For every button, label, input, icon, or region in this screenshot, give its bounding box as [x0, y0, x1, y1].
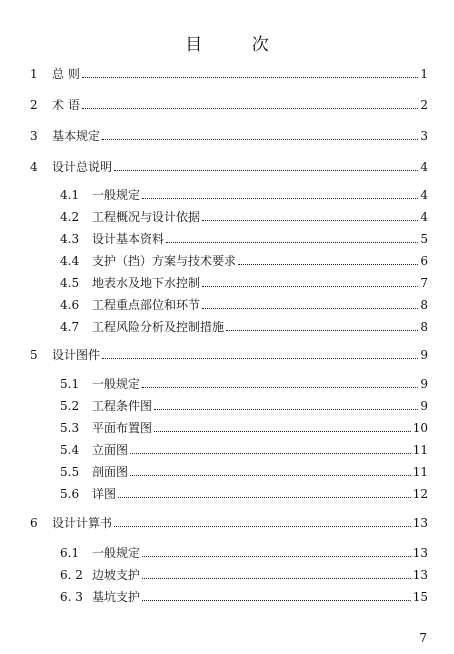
dot-leader — [202, 308, 418, 309]
toc-entry — [60, 398, 428, 414]
toc-title: 目 次 — [185, 35, 291, 55]
toc-entry-number: 1 — [30, 67, 38, 81]
dot-leader — [142, 600, 411, 601]
toc-entry-number: 5.6 — [60, 487, 80, 501]
toc-entry-title: 工程重点部位和环节 — [92, 298, 201, 312]
toc-entry-title: 地表水及地下水控制 — [92, 276, 201, 290]
dot-leader — [130, 453, 411, 454]
toc-entry — [60, 253, 428, 269]
toc-entry — [60, 297, 428, 313]
toc-entry-number: 5.3 — [60, 421, 80, 435]
toc-entry — [30, 159, 428, 175]
toc-entry-page: 7 — [420, 276, 428, 290]
toc-entry — [60, 545, 428, 561]
toc-entry-number: 5.1 — [60, 377, 80, 391]
toc-entry-number: 3 — [30, 129, 38, 143]
toc-entry-page: 3 — [420, 129, 428, 143]
toc-entry-title: 工程概况与设计依据 — [92, 210, 201, 224]
toc-entry-title: 平面布置图 — [92, 421, 153, 435]
toc-entry-title: 一般规定 — [92, 377, 141, 391]
toc-entry-number: 5.2 — [60, 399, 80, 413]
toc-entry — [60, 589, 428, 605]
toc-entry-page: 12 — [412, 487, 428, 501]
toc-entry-title: 工程风险分析及控制措施 — [92, 320, 225, 334]
toc-entry-number: 6. 2 — [60, 568, 83, 582]
toc-entry-number: 4.2 — [60, 210, 80, 224]
dot-leader — [142, 387, 418, 388]
toc-entry-page: 10 — [412, 421, 428, 435]
toc-entry-page: 6 — [420, 254, 428, 268]
toc-entry-number: 5.5 — [60, 465, 80, 479]
toc-entry-number: 4.4 — [60, 254, 80, 268]
toc-entry — [60, 567, 428, 583]
dot-leader — [142, 556, 411, 557]
toc-entry-page: 2 — [420, 98, 428, 112]
toc-entry-page: 4 — [420, 188, 428, 202]
toc-entry-title: 边坡支护 — [92, 568, 141, 582]
toc-entry-number: 4.5 — [60, 276, 80, 290]
dot-leader — [154, 431, 411, 432]
toc-entry-page: 11 — [412, 465, 428, 479]
toc-entry-number: 5.4 — [60, 443, 80, 457]
toc-entry-page: 11 — [412, 443, 428, 457]
dot-leader — [154, 409, 418, 410]
toc-entry-page: 5 — [420, 232, 428, 246]
toc-entry-page: 9 — [420, 377, 428, 391]
toc-entry-title: 设计计算书 — [52, 516, 113, 530]
toc-entry — [30, 97, 428, 113]
toc-entry-title: 支护（挡）方案与技术要求 — [92, 254, 237, 268]
dot-leader — [118, 497, 411, 498]
dot-leader — [114, 170, 418, 171]
toc-entry — [30, 66, 428, 82]
toc-entry-number: 4 — [30, 160, 38, 174]
toc-entry-page: 4 — [420, 210, 428, 224]
toc-entry-number: 5 — [30, 348, 38, 362]
dot-leader — [102, 139, 418, 140]
toc-entry-page: 8 — [420, 320, 428, 334]
dot-leader — [202, 220, 418, 221]
toc-entry-number: 6 — [30, 516, 38, 530]
toc-entry-title: 设计图件 — [52, 348, 101, 362]
toc-entry-title: 剖面图 — [92, 465, 129, 479]
toc-entry — [60, 420, 428, 436]
toc-entry-title: 详图 — [92, 487, 117, 501]
toc-entry — [30, 515, 428, 531]
toc-entry-page: 9 — [420, 348, 428, 362]
toc-entry-number: 4.6 — [60, 298, 80, 312]
toc-entry-number: 4.3 — [60, 232, 80, 246]
dot-leader — [142, 198, 418, 199]
toc-entry-number: 4.1 — [60, 188, 80, 202]
dot-leader — [166, 242, 418, 243]
dot-leader — [202, 286, 418, 287]
dot-leader — [82, 77, 419, 78]
dot-leader — [130, 475, 411, 476]
toc-entry-title: 工程条件图 — [92, 399, 153, 413]
toc-entry-title: 设计基本资料 — [92, 232, 165, 246]
toc-entry-title: 基本规定 — [52, 129, 101, 143]
toc-entry — [30, 347, 428, 363]
toc-entry — [60, 464, 428, 480]
toc-entry-number: 4.7 — [60, 320, 80, 334]
toc-entry-page: 13 — [412, 546, 428, 560]
toc-entry-page: 15 — [412, 590, 428, 604]
page-number: 7 — [419, 631, 427, 645]
toc-entry — [60, 486, 428, 502]
dot-leader — [102, 358, 418, 359]
dot-leader — [114, 526, 411, 527]
toc-entry-title: 一般规定 — [92, 188, 141, 202]
toc-entry-page: 13 — [412, 568, 428, 582]
toc-entry — [60, 209, 428, 225]
toc-entry-page: 9 — [420, 399, 428, 413]
toc-entry — [60, 319, 428, 335]
toc-entry-title: 术 语 — [52, 98, 80, 112]
toc-entry-title: 设计总说明 — [52, 160, 113, 174]
toc-entry — [30, 128, 428, 144]
toc-entry — [60, 442, 428, 458]
toc-entry-title: 一般规定 — [92, 546, 141, 560]
dot-leader — [142, 578, 411, 579]
dot-leader — [226, 330, 418, 331]
dot-leader — [82, 108, 419, 109]
toc-entry-title: 立面图 — [92, 443, 129, 457]
toc-entry — [60, 187, 428, 203]
toc-entry-page: 4 — [420, 160, 428, 174]
toc-entry-page: 1 — [420, 67, 428, 81]
toc-entry-number: 2 — [30, 98, 38, 112]
toc-entry-page: 8 — [420, 298, 428, 312]
toc-entry-title: 总 则 — [52, 67, 80, 81]
toc-entry — [60, 275, 428, 291]
toc-entry-number: 6. 3 — [60, 590, 83, 604]
toc-entry-title: 基坑支护 — [92, 590, 141, 604]
toc-entry-page: 13 — [412, 516, 428, 530]
dot-leader — [238, 264, 418, 265]
toc-entry — [60, 231, 428, 247]
toc-entry — [60, 376, 428, 392]
toc-entry-number: 6.1 — [60, 546, 80, 560]
